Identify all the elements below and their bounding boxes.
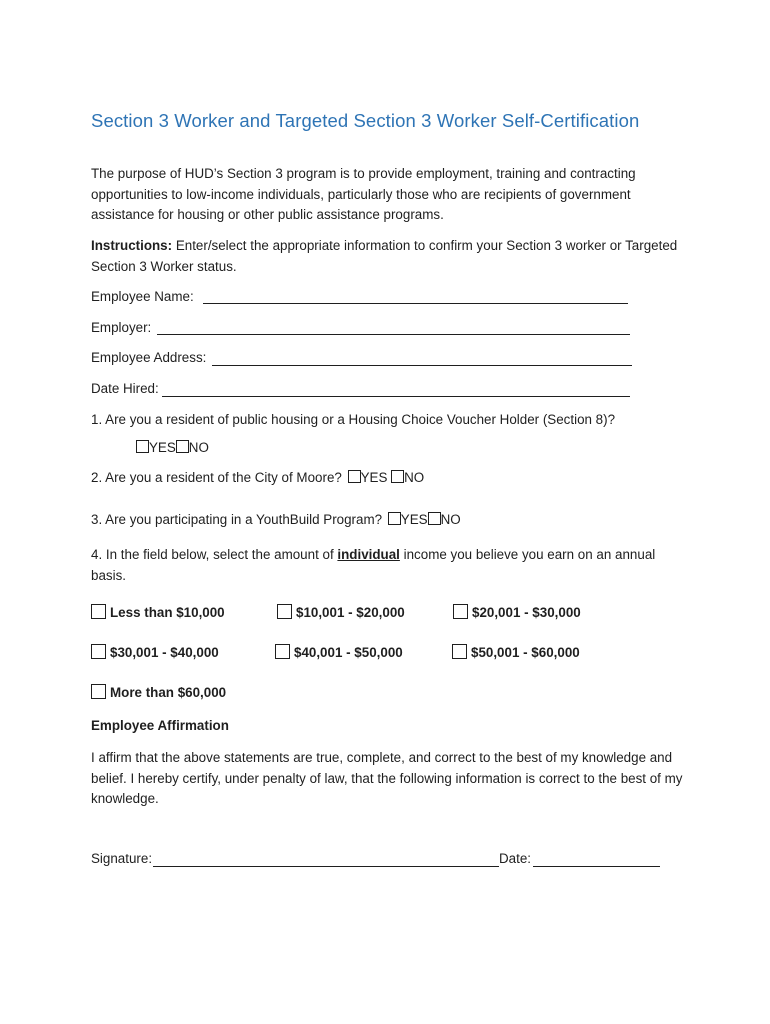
- employee-name-label: Employee Name:: [91, 289, 194, 304]
- q1-yes-label: YES: [149, 440, 176, 455]
- q2-no-checkbox[interactable]: [391, 470, 404, 483]
- q2-yes-label: YES: [360, 470, 388, 485]
- income-checkbox[interactable]: [275, 644, 290, 659]
- question-1: 1. Are you a resident of public housing or a Housing Choice Voucher Holder (Section 8)?: [91, 412, 616, 427]
- income-option-1[interactable]: [91, 604, 225, 620]
- q2-no-label: NO: [404, 470, 425, 485]
- income-option-label: $20,001 - $30,000: [472, 605, 581, 620]
- income-option-label: $30,001 - $40,000: [110, 645, 219, 660]
- income-option-label: $10,001 - $20,000: [296, 605, 405, 620]
- q3-no-checkbox[interactable]: [428, 512, 441, 525]
- employee-address-field[interactable]: [212, 365, 632, 366]
- form-title: Section 3 Worker and Targeted Section 3 Worker Self-Certification: [91, 110, 640, 131]
- income-checkbox[interactable]: [277, 604, 292, 619]
- q3-yes-label: YES: [400, 512, 428, 527]
- income-option-label: $50,001 - $60,000: [471, 645, 580, 660]
- income-option-label: Less than $10,000: [110, 605, 225, 620]
- question-4: [91, 545, 691, 586]
- income-checkbox[interactable]: [91, 644, 106, 659]
- income-option-2[interactable]: [277, 604, 405, 620]
- signature-date-field[interactable]: [533, 866, 660, 867]
- income-option-3[interactable]: [453, 604, 581, 620]
- q1-no-label: NO: [188, 440, 209, 455]
- signature-field[interactable]: [153, 866, 499, 867]
- instructions-label: Instructions:: [91, 238, 173, 253]
- q3-yes-checkbox[interactable]: [388, 512, 401, 525]
- income-checkbox[interactable]: [453, 604, 468, 619]
- question-3: 3. Are you participating in a YouthBuild Program?: [91, 512, 383, 527]
- income-option-label: More than $60,000: [110, 685, 227, 700]
- question-1-options: [136, 440, 209, 455]
- date-hired-field[interactable]: [162, 396, 630, 397]
- income-checkbox[interactable]: [91, 684, 106, 699]
- q1-yes-checkbox[interactable]: [136, 440, 149, 453]
- affirmation-heading: Employee Affirmation: [91, 718, 229, 733]
- signature-label: Signature:: [91, 851, 153, 866]
- question-4-emphasis: individual: [337, 547, 400, 562]
- purpose-paragraph: The purpose of HUD’s Section 3 program is to provide employment, training and contracting opportunities to low-income individuals, particularly those who are recipients of government assistance for housing or other public assistance programs.: [91, 166, 636, 222]
- q3-no-label: NO: [440, 512, 461, 527]
- income-option-7[interactable]: [91, 684, 226, 700]
- affirmation-paragraph: I affirm that the above statements are true, complete, and correct to the best of my knowledge and belief. I hereby certify, under penalty of law, that the following information is correct to the best of my knowledge.: [91, 750, 683, 806]
- question-2-row: [91, 470, 424, 485]
- income-checkbox[interactable]: [452, 644, 467, 659]
- income-checkbox[interactable]: [91, 604, 106, 619]
- instructions-paragraph: [91, 236, 691, 277]
- instructions-text: Enter/select the appropriate information to confirm your Section 3 worker or Targeted Section 3 Worker status.: [91, 238, 678, 274]
- employee-name-field[interactable]: [203, 303, 628, 304]
- employer-label: Employer:: [91, 320, 152, 335]
- question-3-row: [91, 512, 461, 527]
- date-label: Date:: [499, 851, 532, 866]
- employer-field[interactable]: [157, 334, 630, 335]
- question-4-post: income you believe you earn on an annual basis.: [91, 547, 656, 583]
- date-hired-label: Date Hired:: [91, 381, 159, 396]
- income-option-6[interactable]: [452, 644, 580, 660]
- employee-address-label: Employee Address:: [91, 350, 207, 365]
- question-2: 2. Are you a resident of the City of Moore?: [91, 470, 342, 485]
- q2-yes-checkbox[interactable]: [348, 470, 361, 483]
- income-option-5[interactable]: [275, 644, 403, 660]
- question-4-pre: 4. In the field below, select the amount of: [91, 547, 338, 562]
- q1-no-checkbox[interactable]: [176, 440, 189, 453]
- income-option-4[interactable]: [91, 644, 219, 660]
- income-option-label: $40,001 - $50,000: [294, 645, 403, 660]
